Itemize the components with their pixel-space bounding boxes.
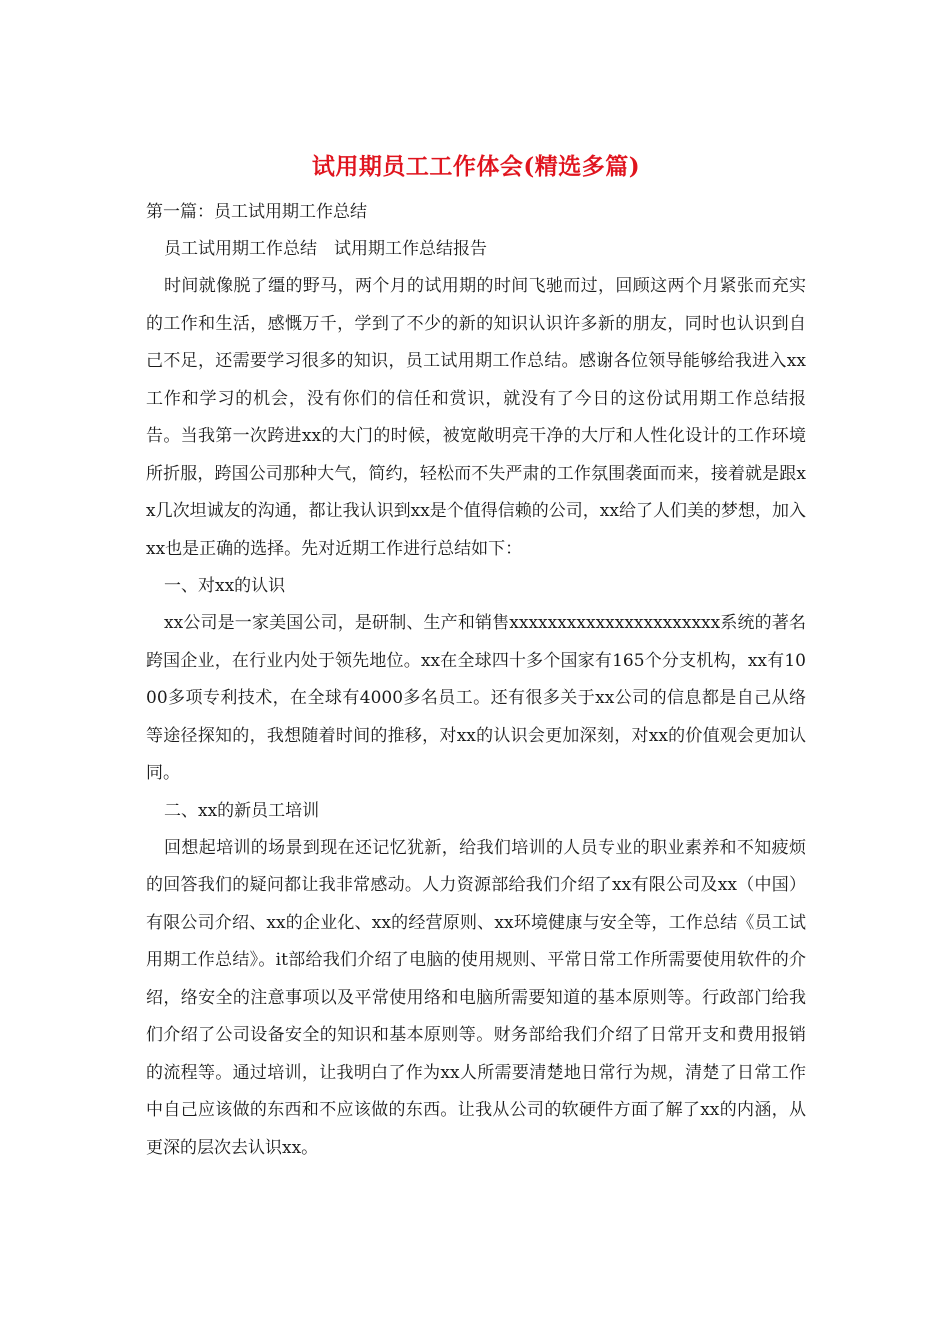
intro-paragraph: 时间就像脱了缰的野马，两个月的试用期的时间飞驰而过，回顾这两个月紧张而充实的工作和生活，感慨万千，学到了不少的新的知识认识许多新的朋友，同时也认识到自己不足，还需要学习很多的知识，员工试用期工作总结。感谢各位领导能够给我进入xx工作和学习的机会，没有你们的信任和赏识，就没有了今日的这份试用期工作总结报告。当我第一次跨进xx的大门的时候，被宽敞明亮干净的大厅和人性化设计的工作环境所折服，跨国公司那种大气，简约，轻松而不失严肃的工作氛围袭面而来，接着就是跟xx几次坦诚友的沟通，都让我认识到xx是个值得信赖的公司，xx给了人们美的梦想，加入xx也是正确的选择。先对近期工作进行总结如下： xyxy=(146,276,806,559)
part1-heading: 第一篇：员工试用期工作总结 xyxy=(146,202,367,222)
section1-paragraph: xx公司是一家美国公司，是研制、生产和销售xxxxxxxxxxxxxxxxxxxxxx系统的著名跨国企业，在行业内处于领先地位。xx在全球四十多个国家有165个分支机构，xx有1000多项专利技术，在全球有4000多名员工。还有很多关于xx公司的信息都是自己从络等途径探知的，我想随着时间的推移，对xx的认识会更加深刻，对xx的价值观会更加认同。 xyxy=(146,613,806,783)
section2-paragraph: 回想起培训的场景到现在还记忆犹新，给我们培训的人员专业的职业素养和不知疲烦的回答我们的疑问都让我非常感动。人力资源部给我们介绍了xx有限公司及xx（中国）有限公司介绍、xx的企业化、xx的经营原则、xx环境健康与安全等，工作总结《员工试用期工作总结》。it部给我们介绍了电脑的使用规则、平常日常工作所需要使用软件的介绍，络安全的注意事项以及平常使用络和电脑所需要知道的基本原则等。行政部门给我们介绍了公司设备安全的知识和基本原则等。财务部给我们介绍了日常开支和费用报销的流程等。通过培训，让我明白了作为xx人所需要清楚地日常行为规，清楚了日常工作中自己应该做的东西和不应该做的东西。让我从公司的软硬件方面了解了xx的内涵，从更深的层次去认识xx。 xyxy=(146,837,806,1158)
subtitle: 员工试用期工作总结 试用期工作总结报告 xyxy=(164,239,487,259)
document-page xyxy=(146,150,806,1167)
section1-heading: 一、对xx的认识 xyxy=(164,576,286,596)
document-title: 试用期员工工作体会(精选多篇) xyxy=(311,153,641,180)
section2-heading: 二、xx的新员工培训 xyxy=(164,800,320,821)
